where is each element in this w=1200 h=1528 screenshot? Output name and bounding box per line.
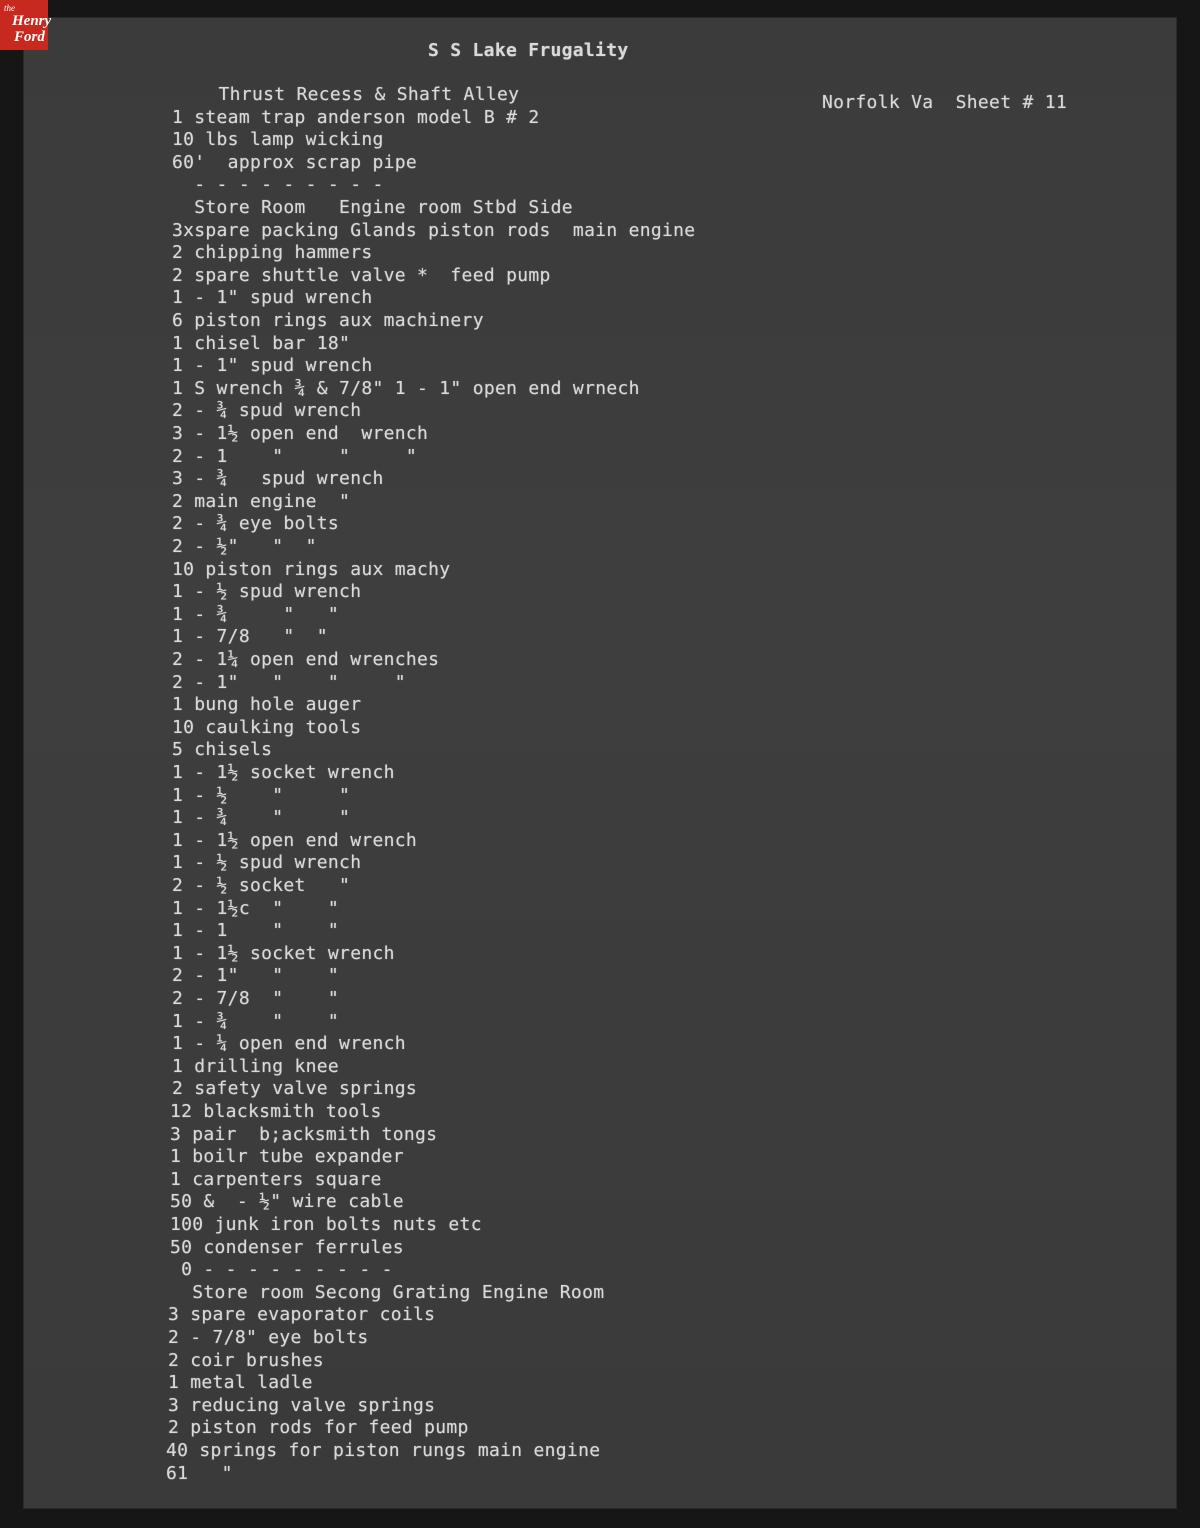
inventory-line: 0 - - - - - - - - - [170,1259,393,1281]
inventory-line: 1 - ¾ " " [172,1010,340,1032]
inventory-line: 1 - 1½ open end wrench [172,829,418,851]
inventory-line: 6 piston rings aux machinery [172,310,484,331]
inventory-line: 2 chipping hammers [172,242,373,264]
inventory-line: Store Room Engine room Stbd Side [172,197,573,218]
inventory-line: 1 - 7/8 " " [172,626,328,648]
inventory-line: 2 coir brushes [168,1349,324,1371]
inventory-line: 2 - 7/8 " " [172,988,340,1009]
inventory-line: 3 reducing valve springs [168,1394,436,1416]
inventory-line: 1 drilling knee [172,1055,340,1077]
inventory-line: 1 - 1" spud wrench [172,287,373,309]
inventory-line: 10 piston rings aux machy [172,558,451,580]
inventory-line: 1 carpenters square [170,1168,382,1190]
document-location: Norfolk Va Sheet # 11 [822,92,1068,113]
inventory-line: 3 spare evaporator coils [168,1304,436,1326]
inventory-line: 1 steam trap anderson model B # 2 [172,106,540,128]
inventory-line: 1 metal ladle [168,1372,313,1394]
inventory-line: 1 boilr tube expander [170,1146,404,1168]
inventory-line: 2 - 1" " " " [172,671,406,693]
inventory-line: 3 - ¾ spud wrench [172,468,384,490]
inventory-line: 100 junk iron bolts nuts etc [170,1214,482,1235]
inventory-line: 1 - ½ spud wrench [172,852,362,874]
inventory-line: 2 - 1 " " " [172,445,418,467]
inventory-line: 10 caulking tools [172,716,362,738]
inventory-line: Store room Secong Grating Engine Room [170,1281,605,1303]
inventory-line: 2 - 7/8" eye bolts [168,1327,369,1348]
inventory-line: 2 - ½" " " [172,536,317,557]
document-title: S S Lake Frugality [428,40,629,61]
inventory-line: 2 - 1¼ open end wrenches [172,649,440,670]
inventory-line: 2 main engine " [172,490,351,512]
inventory-line: 1 - ½ " " [172,784,351,806]
inventory-line: 1 - 1 " " [172,920,340,942]
inventory-line: 2 spare shuttle valve * feed pump [172,264,551,286]
logo-the: the [4,3,15,13]
inventory-line: 40 springs for piston rungs main engine [166,1440,601,1461]
inventory-line: 2 - ¾ spud wrench [172,400,362,422]
inventory-line: 50 & - ½" wire cable [170,1191,404,1213]
inventory-line: 1 - 1½c " " [172,897,340,919]
inventory-line: 1 bung hole auger [172,694,362,716]
inventory-line: 3 pair b;acksmith tongs [170,1123,438,1145]
inventory-line: 1 - 1½ socket wrench [172,942,395,964]
inventory-line: 2 - ¾ eye bolts [172,513,340,535]
inventory-line: 10 lbs lamp wicking [172,129,384,151]
logo-ford: Ford [14,29,45,45]
inventory-line: 2 safety valve springs [172,1078,418,1100]
logo-henry: Henry [12,13,52,29]
inventory-line: 61 " [166,1462,233,1484]
inventory-line: 1 - ¾ " " [172,603,340,625]
henry-ford-logo [0,0,52,50]
inventory-line: Thrust Recess & Shaft Alley [174,84,520,105]
inventory-line: 2 - ½ socket " [172,875,351,896]
inventory-line: 1 - 1" spud wrench [172,355,373,377]
inventory-line: 2 - 1" " " [172,965,340,987]
inventory-line: 2 piston rods for feed pump [168,1417,469,1439]
inventory-line: 1 - ¼ open end wrench [172,1033,406,1055]
inventory-line: 1 - ¾ " " [172,807,351,829]
inventory-line: 5 chisels [172,739,273,761]
inventory-line: 3xspare packing Glands piston rods main engine [172,219,696,241]
inventory-line: 50 condenser ferrules [170,1236,404,1258]
inventory-line: - - - - - - - - - [172,174,384,196]
inventory-line: 3 - 1½ open end wrench [172,423,429,444]
inventory-line: 1 S wrench ¾ & 7/8" 1 - 1" open end wrnech [172,377,640,399]
inventory-line: 12 blacksmith tools [170,1101,382,1122]
inventory-line: 1 chisel bar 18" [172,332,351,354]
inventory-line: 60' approx scrap pipe [172,151,418,173]
inventory-line: 1 - ½ spud wrench [172,581,362,603]
inventory-line: 1 - 1½ socket wrench [172,762,395,783]
